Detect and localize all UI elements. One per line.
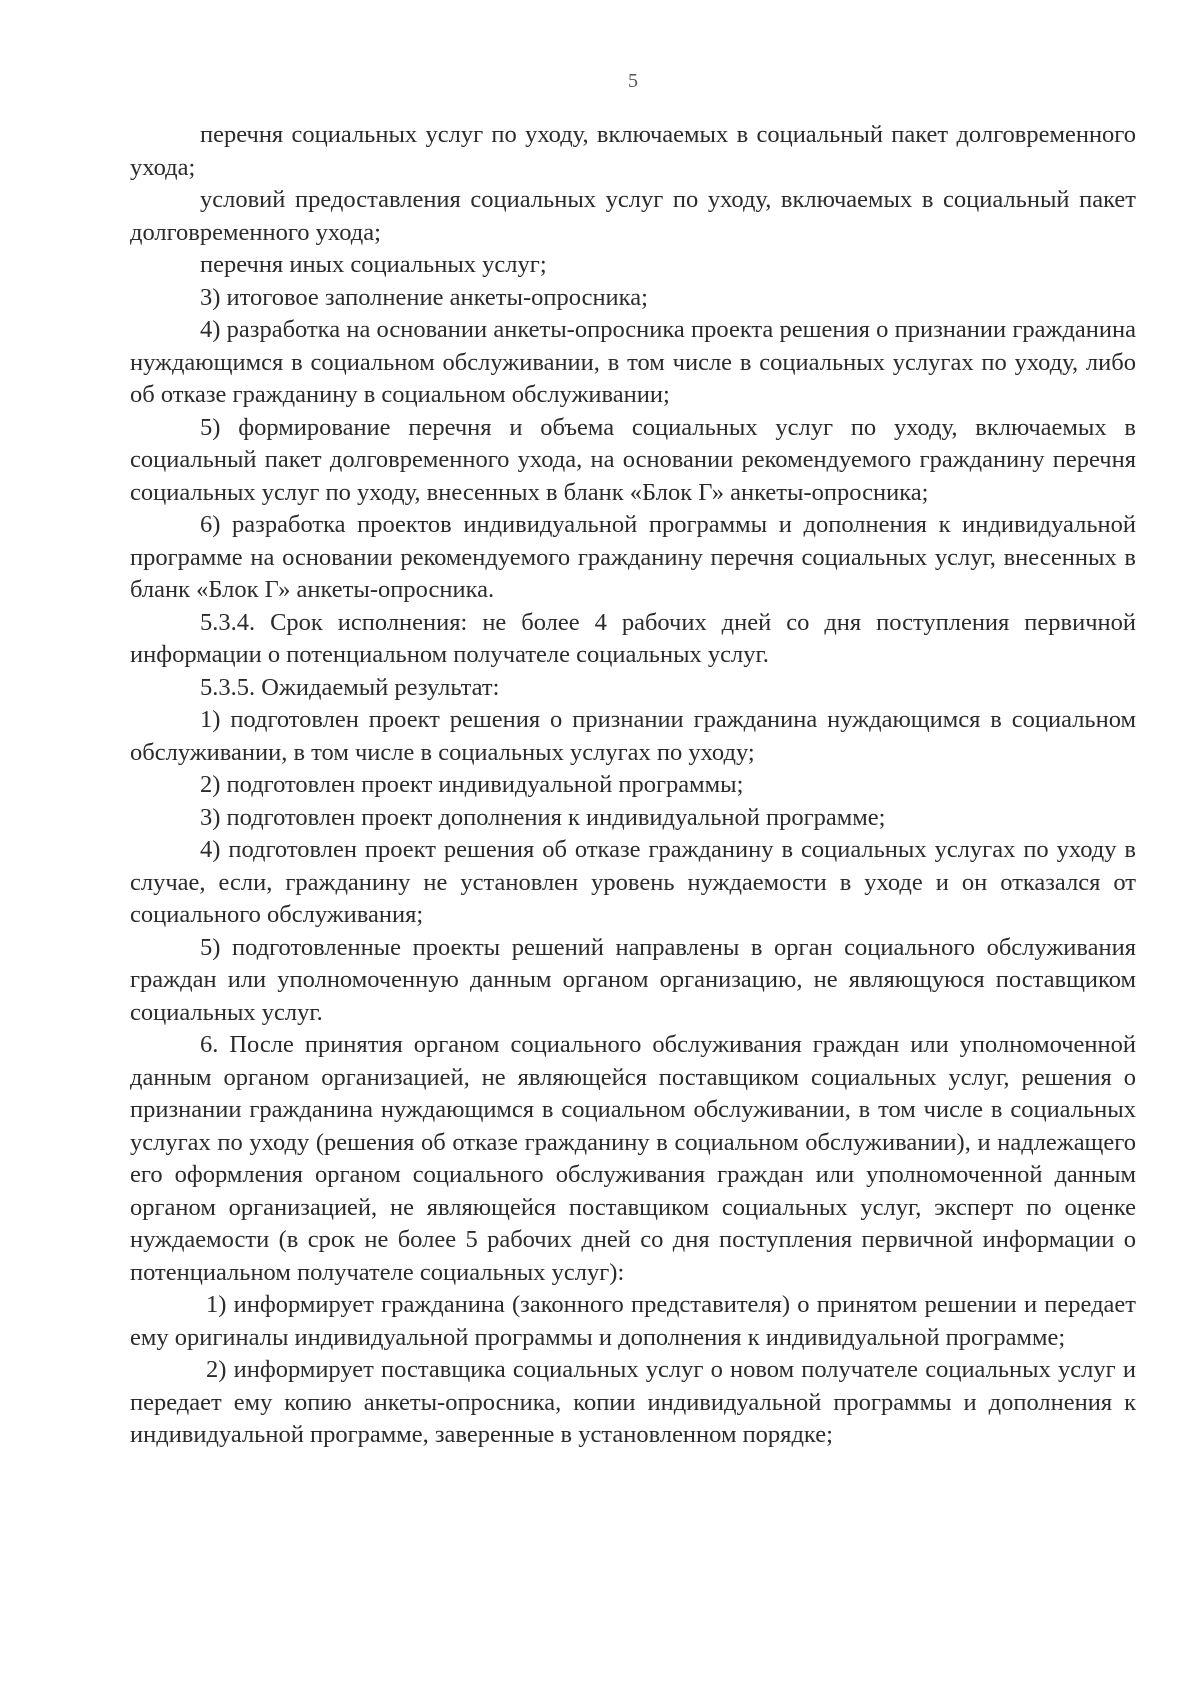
page-number: 5 xyxy=(628,70,638,92)
paragraph-5: 4) разработка на основании анкеты-опросника проекта решения о признании гражданина нуждающимся в социальном обслуживании, в том числе в социальных услугах по уходу, либо об отказе гражданину в социальном обслуживании; xyxy=(130,316,1136,408)
paragraph-13: 4) подготовлен проект решения об отказе гражданину в социальных услугах по уходу в случае, если, гражданину не установлен уровень нуждаемости в уходе и он отказался от социального обслуживания; xyxy=(130,836,1136,928)
paragraph-11: 2) подготовлен проект индивидуальной программы; xyxy=(200,771,744,798)
paragraph-14: 5) подготовленные проекты решений направлены в орган социального обслуживания граждан или уполномоченную данным органом организацию, не являющуюся поставщиком социальных услуг. xyxy=(130,933,1136,1026)
paragraph-2: условий предоставления социальных услуг по уходу, включаемых в социальный пакет долговременного ухода; xyxy=(130,186,1136,246)
paragraph-12: 3) подготовлен проект дополнения к индивидуальной программе; xyxy=(200,803,886,831)
paragraph-9: 5.3.5. Ожидаемый результат: xyxy=(200,673,500,701)
paragraph-16: 1) информирует гражданина (законного представителя) о принятом решении и передает ему оригиналы индивидуальной программы и дополнения к индивидуальной программе; xyxy=(130,1291,1136,1351)
paragraph-17: 2) информирует поставщика социальных услуг о новом получателе социальных услуг и передает ему копию анкеты-опросника, копии индивидуальной программы и дополнения к индивидуальной программе, заверенные в установленном порядке; xyxy=(130,1356,1136,1448)
paragraph-6: 5) формирование перечня и объема социальных услуг по уходу, включаемых в социальный пакет долговременного ухода, на основании рекомендуемого гражданину перечня социальных услуг по уходу, внесенных в бланк «Блок Г» анкеты-опросника; xyxy=(130,413,1136,506)
paragraph-1: перечня социальных услуг по уходу, включаемых в социальный пакет долговременного ухода; xyxy=(130,121,1136,181)
paragraph-15: 6. После принятия органом социального обслуживания граждан или уполномоченной данным органом организацией, не являющейся поставщиком социальных услуг, решения о признании гражданина нуждающимся в социальном обслуживании, в том числе в социальных услугах по уходу (решения об отказе гражданину в социальном обслуживании), и надлежащего его оформления органом социального обслуживания граждан или уполномоченной данным органом организацией, не являющейся поставщиком социальных услуг, эксперт по оценке нуждаемости (в срок не более 5 рабочих дней со дня поступления первичной информации о потенциальном получателе социальных услуг): xyxy=(130,1031,1136,1286)
paragraph-7: 6) разработка проектов индивидуальной программы и дополнения к индивидуальной программе на основании рекомендуемого гражданину перечня социальных услуг, внесенных в бланк «Блок Г» анкеты-опросника. xyxy=(130,511,1136,603)
paragraph-8: 5.3.4. Срок исполнения: не более 4 рабочих дней со дня поступления первичной информации о потенциальном получателе социальных услуг. xyxy=(130,608,1136,668)
paragraph-4: 3) итоговое заполнение анкеты-опросника; xyxy=(200,283,648,311)
paragraph-10: 1) подготовлен проект решения о признании гражданина нуждающимся в социальном обслуживании, в том числе в социальных услугах по уходу; xyxy=(130,706,1136,766)
paragraph-3: перечня иных социальных услуг; xyxy=(200,251,547,278)
